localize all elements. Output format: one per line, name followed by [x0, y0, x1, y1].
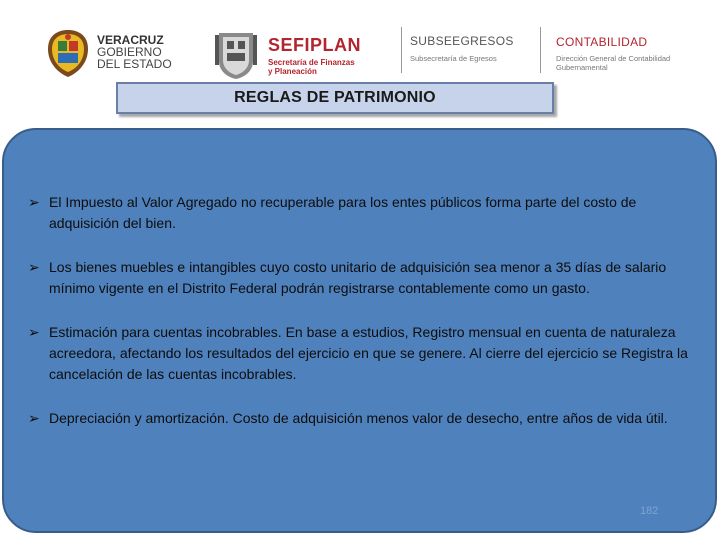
arrow-bullet-icon: ➢: [28, 194, 40, 210]
bullet-list: [28, 192, 698, 452]
veracruz-line3: DEL ESTADO: [97, 57, 172, 71]
veracruz-shield-logo: [44, 27, 92, 79]
header-divider: [401, 27, 402, 73]
bullet-item: [28, 257, 698, 299]
sefiplan-sub-line2: y Planeación: [268, 67, 317, 76]
subsecretaria-title: SUBSEEGRESOS: [410, 34, 514, 48]
contabilidad-desc-line1: Dirección General de Contabilidad: [556, 54, 671, 63]
page-number: 182: [640, 505, 659, 517]
arrow-bullet-icon: ➢: [28, 259, 40, 275]
contabilidad-title: CONTABILIDAD: [556, 35, 648, 49]
veracruz-name: [97, 34, 172, 70]
header: [0, 0, 720, 82]
bullet-text: El Impuesto al Valor Agregado no recuperable para los entes públicos forma parte del costo de adquisición del bien.: [49, 194, 637, 231]
slide-title: REGLAS DE PATRIMONIO: [234, 89, 436, 106]
bullet-text: Los bienes muebles e intangibles cuyo costo unitario de adquisición sea menor a 35 días de salario mínimo vigente en el Distrito Federal podrán registrarse contablemente como un gasto.: [49, 259, 667, 296]
veracruz-line2: GOBIERNO: [97, 45, 162, 59]
bullet-item: [28, 192, 698, 234]
sefiplan-subtitle: [268, 58, 355, 76]
subsecretaria-desc: Subsecretaría de Egresos: [410, 54, 497, 63]
sefiplan-title: SEFIPLAN: [268, 35, 362, 55]
contabilidad-desc: [556, 54, 670, 72]
sefiplan-sub-line1: Secretaría de Finanzas: [268, 58, 355, 67]
bullet-text: Estimación para cuentas incobrables. En base a estudios, Registro mensual en cuenta de naturaleza acreedora, afectando los resultados del ejercicio en que se genere. Al cierre del ejercicio se Registra la cancelación de las cuentas incobrables.: [49, 324, 688, 382]
arrow-bullet-icon: ➢: [28, 324, 40, 340]
bullet-text: Depreciación y amortización. Costo de adquisición menos valor de desecho, entre años de vida útil.: [49, 410, 668, 426]
bullet-item: [28, 408, 698, 429]
slide-title-box: [116, 82, 554, 114]
arrow-bullet-icon: ➢: [28, 410, 40, 426]
contabilidad-desc-line2: Gubernamental: [556, 63, 608, 72]
veracruz-line1: VERACRUZ: [97, 33, 164, 47]
bullet-item: [28, 322, 698, 385]
sefiplan-emblem-logo: [211, 27, 261, 81]
header-divider: [540, 27, 541, 73]
